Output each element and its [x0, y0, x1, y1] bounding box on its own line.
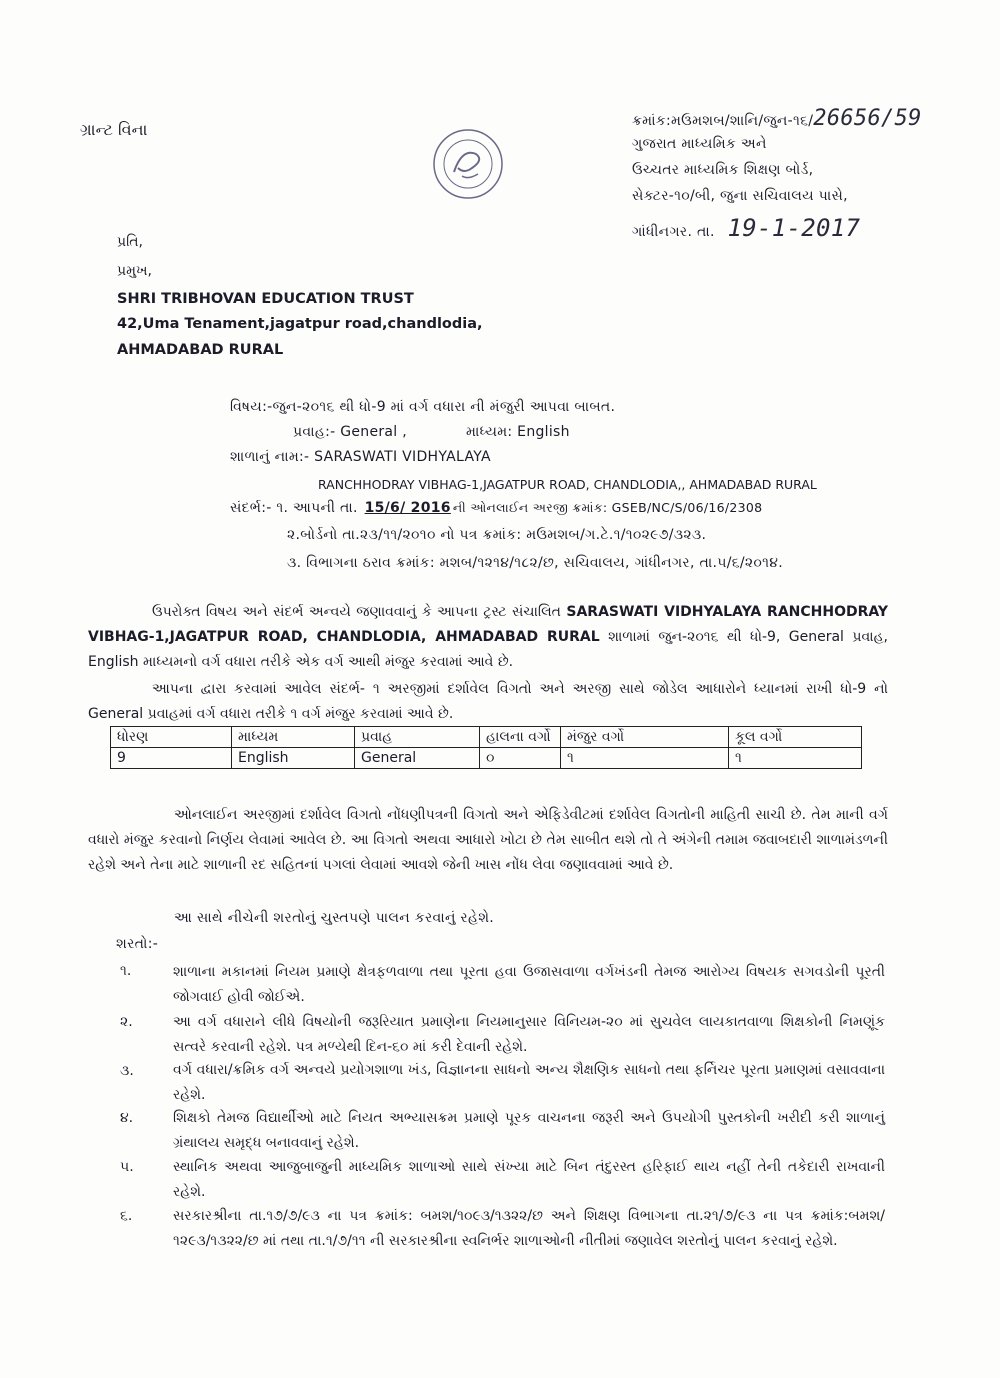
letter-date: ગાંધીનગર. તા. 19-1-2017: [632, 214, 861, 242]
paragraph-2: આપના દ્વારા કરવામાં આવેલ સંદર્ભ- ૧ અરજીમાં દર્શાવેલ વિગતો અને અરજી સાથે જોડેલ આધારોને ધ્યાનમાં રાખી ધો-9 નો General પ્રવાહમાં વર્ગ વધારા તરીકે ૧ વર્ગ મંજુર કરવામાં આવે છે.: [88, 681, 888, 722]
cell-standard: 9: [111, 748, 232, 769]
col-medium: માધ્યમ: [232, 727, 355, 748]
condition-number: ૪.: [120, 1110, 134, 1126]
col-existing-classes: હાલના વર્ગો: [480, 727, 561, 748]
board-line-3: સેક્ટર-૧૦/બી, જુના સચિવાલય પાસે,: [632, 188, 848, 204]
table-header-row: [111, 727, 862, 748]
cell-approved: ૧: [561, 748, 729, 769]
conditions-heading: શરતો:-: [116, 936, 159, 952]
board-seal-icon: [432, 128, 504, 200]
condition-text: શાળાના મકાનમાં નિયમ પ્રમાણે ક્ષેત્રફળવાળા તથા પૂરતા હવા ઉજાસવાળા વર્ગખંડની તેમજ આરોગ્ય વિષયક સગવડોની પૂરતી જોગવાઈ હોવી જોઈએ.: [173, 964, 885, 1005]
reference-number: ક્રમાંક:મઉમશબ/શાનિ/જુન-૧૬/26656/59: [632, 106, 922, 131]
subject-line: વિષય:-જુન-૨૦૧૬ થી ધો-9 માં વર્ગ વધારા ની મંજુરી આપવા બાબત.: [230, 399, 616, 415]
addressee-pramukh: પ્રમુખ,: [117, 263, 152, 279]
col-stream: પ્રવાહ: [355, 727, 480, 748]
condition-number: ૨.: [120, 1014, 133, 1030]
paragraph-4: આ સાથે નીચેની શરતોનું ચુસ્તપણે પાલન કરવાનું રહેશે.: [174, 910, 495, 926]
condition-number: ૩.: [120, 1063, 134, 1079]
condition-text: આ વર્ગ વધારાને લીધે વિષયોની જરૂરિયાત પ્રમાણેના નિયમાનુસાર વિનિયમ-૨૦ માં સુચવેલ લાયકાતવાળા શિક્ષકોની નિમણૂંક સત્વરે કરવાની રહેશે. પત્ર મળ્યેથી દિન-૬૦ માં કરી દેવાની રહેશે.: [173, 1014, 885, 1055]
subject-medium: માધ્યમ: English: [466, 424, 570, 440]
cell-medium: English: [232, 748, 355, 769]
addressee-address-1: 42,Uma Tenament,jagatpur road,chandlodia,: [117, 316, 483, 332]
grant-label: ગ્રાન્ટ વિના: [80, 120, 148, 139]
condition-number: ૧.: [120, 963, 132, 979]
condition-number: ૬.: [120, 1208, 133, 1224]
cell-stream: General: [355, 748, 480, 769]
reference-2: ૨.બોર્ડનો તા.૨૩/૧૧/૨૦૧૦ નો પત્ર ક્રમાંક: મઉમશબ/ગ.ટે.૧/૧૦૨૯૭/૩૨૩.: [287, 527, 707, 543]
condition-text: સરકારશ્રીના તા.૧૭/૭/૯૩ ના પત્ર ક્રમાંક: બમશ/૧૦૯૩/૧૩૨૨/છ અને શિક્ષણ વિભાગના તા.૨૧/૭/૯૩ ના પત્ર ક્રમાંક:બમશ/૧૨૯૩/૧૩૨૨/છ માં તથા તા.૧/૭/૧૧ ની સરકારશ્રીના સ્વનિર્ભર શાળાઓની નીતીમાં જણાવેલ શરતોનું પાલન કરવાનું રહેશે.: [173, 1208, 885, 1249]
condition-text: સ્થાનિક અથવા આજુબાજુની માધ્યમિક શાળાઓ સાથે સંખ્યા માટે બિન તંદુરસ્ત હરિફાઈ થાય નહીં તેની તકેદારી રાખવાની રહેશે.: [173, 1159, 885, 1200]
reference-3: ૩. વિભાગના ઠરાવ ક્રમાંક: મશબ/૧૨૧૪/૧૮૨/છ, સચિવાલય, ગાંધીનગર, તા.૫/૬/૨૦૧૪.: [287, 555, 784, 571]
addressee-prati: પ્રતિ,: [117, 234, 143, 250]
class-approval-table: [110, 726, 862, 769]
cell-existing: ૦: [480, 748, 561, 769]
addressee-name: SHRI TRIBHOVAN EDUCATION TRUST: [117, 291, 414, 307]
subject-stream: પ્રવાહ:- General ,: [293, 424, 407, 440]
paragraph-3: ઓનલાઈન અરજીમાં દર્શાવેલ વિગતો નોંધણીપત્રની વિગતો અને એફિડેવીટમાં દર્શાવેલ વિગતોની માહિતી સાચી છે. તેમ માની વર્ગ વધારો મંજુર કરવાનો નિર્ણય લેવામાં આવેલ છે. આ વિગતો અથવા આધારો ખોટા છે તેમ સાબીત થશે તો તે અંગેની તમામ જવાબદારી શાળામંડળની રહેશે અને તેના માટે શાળાની રદ સહિતનાં પગલાં લેવામાં આવશે જેની ખાસ નોંધ લેવા જણાવવામાં આવે છે.: [88, 807, 888, 873]
table-row: [111, 748, 862, 769]
condition-text: શિક્ષકો તેમજ વિદ્યાર્થીઓ માટે નિયત અભ્યાસક્રમ પ્રમાણે પૂરક વાચનના જરૂરી અને ઉપયોગી પુસ્તકોની ખરીદી કરી શાળાનું ગ્રંથાલય સમૃદ્ધ બનાવવાનું રહેશે.: [173, 1110, 885, 1151]
addressee-address-2: AHMADABAD RURAL: [117, 342, 284, 358]
col-total-classes: કૂલ વર્ગો: [729, 727, 862, 748]
col-approved-classes: મંજુર વર્ગો: [561, 727, 729, 748]
board-line-1: ગુજરાત માધ્યમિક અને: [632, 136, 767, 152]
condition-number: ૫.: [120, 1159, 134, 1175]
paragraph-1: ઉપરોક્ત વિષય અને સંદર્ભ અન્વયે જણાવવાનું કે આપના ટ્રસ્ટ સંચાલિત SARASWATI VIDHYALAYA RANCHHODRAY VIBHAG-1,JAGATPUR ROAD, CHANDLODIA, AHMADABAD RURAL શાળામાં જુન-૨૦૧૬ થી ધો-9, General પ્રવાહ, English માધ્યમનો વર્ગ વધારા તરીકે એક વર્ગ આથી મંજુર કરવામાં આવે છે.: [88, 604, 889, 670]
cell-total: ૧: [729, 748, 862, 769]
condition-text: વર્ગ વધારા/ક્રમિક વર્ગ અન્વયે પ્રયોગશાળા ખંડ, વિજ્ઞાનના સાધનો અન્ય શૈક્ષણિક સાધનો તથા ફર્નિચર પૂરતા પ્રમાણમાં વસાવવાના રહેશે.: [173, 1062, 885, 1103]
reference-1: સંદર્ભ:- ૧. આપની તા. 15/6/ 2016 ની ઓનલાઈન અરજી ક્રમાંક: GSEB/NC/S/06/16/2308: [230, 500, 763, 516]
col-standard: ધોરણ: [111, 727, 232, 748]
board-line-2: ઉચ્ચતર માધ્યમિક શિક્ષણ બોર્ડ,: [632, 162, 814, 178]
school-address: RANCHHODRAY VIBHAG-1,JAGATPUR ROAD, CHANDLODIA,, AHMADABAD RURAL: [318, 477, 817, 492]
school-name: શાળાનું નામ:- SARASWATI VIDHYALAYA: [230, 449, 491, 465]
